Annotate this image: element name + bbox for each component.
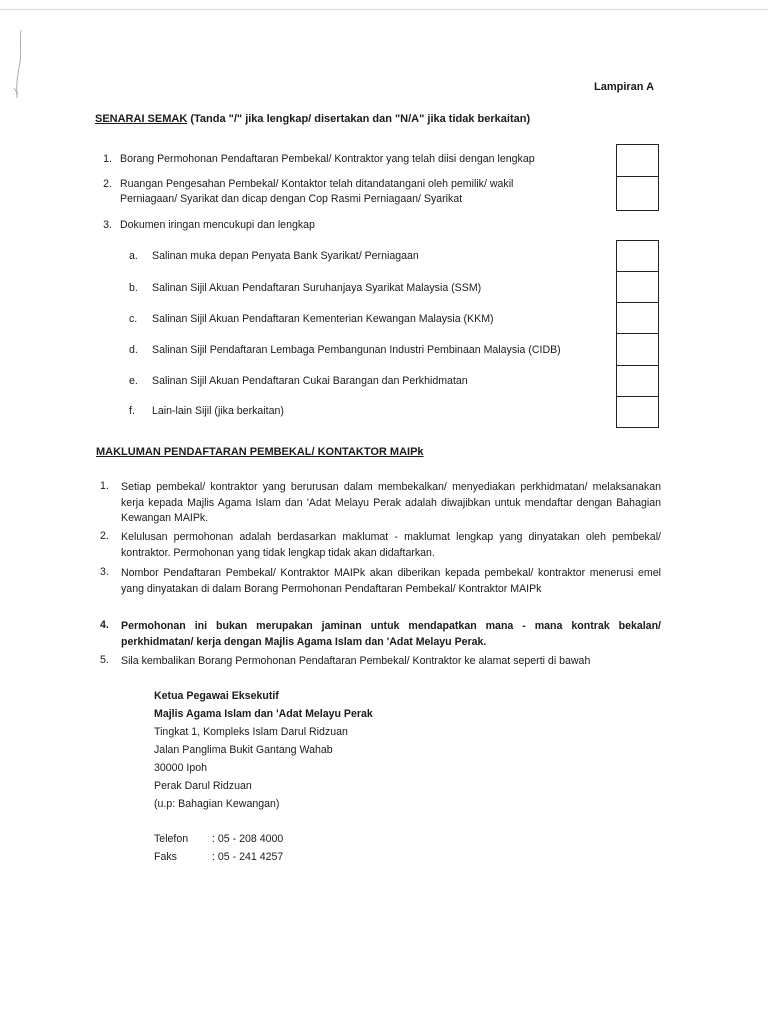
checkbox-subitem-d[interactable] [616, 333, 659, 366]
telephone-label: Telefon [154, 833, 189, 845]
checkbox-item-1[interactable] [616, 144, 659, 177]
checklist-title [95, 113, 530, 125]
checklist-item-number: 1. [103, 153, 112, 165]
info-item-text: Setiap pembekal/ kontraktor yang berurusan dalam membekalkan/ menyediakan perkhidmatan/ melaksanakan kerja kepada Majlis Agama Islam dan 'Adat Melayu Perak adalah diwajibkan untuk mendaftar dengan Bahagian Kewangan MAIPk. [121, 481, 661, 524]
address-attention: (u.p: Bahagian Kewangan) [154, 798, 280, 810]
fax-label: Faks [154, 851, 177, 863]
checkbox-subitem-b[interactable] [616, 271, 659, 303]
address-line: Tingkat 1, Kompleks Islam Darul Ridzuan [154, 726, 348, 738]
subitem-text: Lain-lain Sijil (jika berkaitan) [152, 405, 284, 417]
address-block [154, 687, 373, 813]
address-line: Jalan Panglima Bukit Gantang Wahab [154, 744, 333, 756]
info-item-text-bold: Permohonan ini bukan merupakan jaminan untuk mendapatkan mana - mana kontrak bekalan/ perkhidmatan/ kerja dengan Majlis Agama Islam dan 'Adat Melayu Perak. [121, 620, 661, 648]
info-item-number: 2. [100, 530, 109, 542]
checkbox-subitem-a[interactable] [616, 240, 659, 272]
checkbox-subitem-c[interactable] [616, 302, 659, 334]
checklist-title-instruction: (Tanda "/" jika lengkap/ disertakan dan "N/A" jika tidak berkaitan) [187, 113, 531, 125]
scan-top-edge [0, 9, 768, 10]
subitem-letter: b. [129, 282, 138, 294]
info-item-text: Nombor Pendaftaran Pembekal/ Kontraktor MAIPk akan diberikan kepada pembekal/ kontraktor menerusi emel yang dinyatakan di dalam Borang Permohonan Pendaftaran Pembekal/ Kontraktor MAIPk [121, 567, 661, 595]
subitem-text: Salinan Sijil Akuan Pendaftaran Cukai Barangan dan Perkhidmatan [152, 375, 468, 387]
info-item-number: 4. [100, 619, 109, 631]
subitem-text: Salinan Sijil Akuan Pendaftaran Suruhanjaya Syarikat Malaysia (SSM) [152, 282, 482, 294]
telephone-value: : 05 - 208 4000 [212, 833, 284, 845]
checklist-item-text: Ruangan Pengesahan Pembekal/ Kontaktor telah ditandatangani oleh pemilik/ wakil [120, 178, 514, 190]
checkbox-subitem-f[interactable] [616, 396, 659, 428]
address-state: Perak Darul Ridzuan [154, 780, 252, 792]
telephone-row [154, 830, 283, 848]
subitem-letter: c. [129, 313, 138, 325]
fax-row [154, 848, 283, 866]
subitem-letter: a. [129, 250, 138, 262]
info-item-text: Sila kembalikan Borang Permohonan Pendaftaran Pembekal/ Kontraktor ke alamat seperti di bawah [121, 655, 591, 667]
checkbox-subitem-e[interactable] [616, 365, 659, 397]
subitem-letter: f. [129, 405, 135, 417]
checkbox-item-2[interactable] [616, 176, 659, 211]
checklist-item-text: Borang Permohonan Pendaftaran Pembekal/ Kontraktor yang telah diisi dengan lengkap [120, 153, 535, 165]
subitem-letter: e. [129, 375, 138, 387]
subitem-text: Salinan Sijil Akuan Pendaftaran Kementerian Kewangan Malaysia (KKM) [152, 313, 494, 325]
info-item-number: 1. [100, 480, 109, 492]
checklist-title-underlined: SENARAI SEMAK [95, 113, 188, 125]
checklist-item-number: 3. [103, 219, 112, 231]
address-organisation: Majlis Agama Islam dan 'Adat Melayu Perak [154, 708, 373, 720]
contact-block [154, 830, 283, 866]
info-section-title: MAKLUMAN PENDAFTARAN PEMBEKAL/ KONTAKTOR MAIPk [96, 446, 424, 458]
lampiran-label: Lampiran A [594, 81, 655, 93]
checklist-item-text: Dokumen iringan mencukupi dan lengkap [120, 219, 315, 231]
info-item-number: 3. [100, 566, 109, 578]
address-recipient: Ketua Pegawai Eksekutif [154, 690, 279, 702]
info-item-number: 5. [100, 654, 109, 666]
checklist-item-number: 2. [103, 178, 112, 190]
subitem-text: Salinan muka depan Penyata Bank Syarikat/ Perniagaan [152, 250, 419, 262]
margin-scribble-mark [8, 28, 28, 100]
info-item-text: Kelulusan permohonan adalah berdasarkan maklumat - maklumat lengkap yang dinyatakan oleh pembekal/ kontraktor. Permohonan yang tidak lengkap tidak akan didaftarkan. [121, 531, 661, 559]
subitem-text: Salinan Sijil Pendaftaran Lembaga Pembangunan Industri Pembinaan Malaysia (CIDB) [152, 344, 561, 356]
subitem-letter: d. [129, 344, 138, 356]
fax-value: : 05 - 241 4257 [212, 851, 284, 863]
address-postcode-city: 30000 Ipoh [154, 762, 208, 774]
checklist-item-text-cont: Perniagaan/ Syarikat dan dicap dengan Cop Rasmi Perniagaan/ Syarikat [120, 193, 463, 205]
